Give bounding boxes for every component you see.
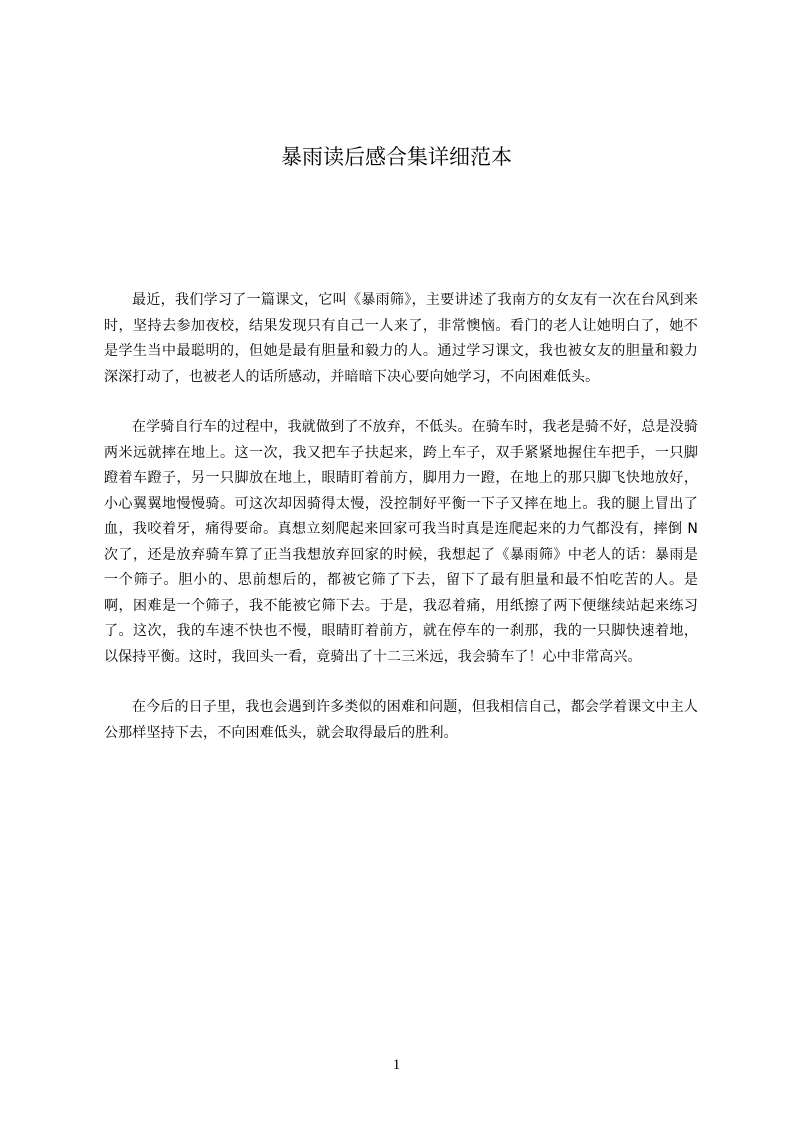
- paragraph-1: 最近，我们学习了一篇课文，它叫《暴雨筛》，主要讲述了我南方的女友有一次在台风到来时，坚持去参加夜校，结果发现只有自己一人来了，非常懊恼。看门的老人让她明白了，她不是学生当中最聪明的，但她是最有胆量和毅力的人。通过学习课文，我也被女友的胆量和毅力深深打动了，也被老人的话所感动，并暗暗下决心要向她学习，不向困难低头。: [104, 292, 698, 385]
- paragraph-2: 在学骑自行车的过程中，我就做到了不放弃，不低头。在骑车时，我老是骑不好，总是没骑两米远就摔在地上。这一次，我又把车子扶起来，跨上车子，双手紧紧地握住车把手，一只脚蹬着车蹬子，另一只脚放在地上，眼睛盯着前方，脚用力一蹬，在地上的那只脚飞快地放好，小心翼翼地慢慢骑。可这次却因骑得太慢，没控制好平衡一下子又摔在地上。我的腿上冒出了血，我咬着牙，痛得要命。真想立刻爬起来回家可我当时真是连爬起来的力气都没有，摔倒 N 次了，还是放弃骑车算了正当我想放弃回家的时候，我想起了《暴雨筛》中老人的话：暴雨是一个筛子。胆小的、思前想后的，都被它筛了下去，留下了最有胆量和最不怕吃苦的人。是啊，困难是一个筛子，我不能被它筛下去。于是，我忍着痛，用纸擦了两下便继续站起来练习了。这次，我的车速不快也不慢，眼睛盯着前方，就在停车的一刹那，我的一只脚快速着地，以保持平衡。这时，我回头一看，竟骑出了十二三米远，我会骑车了！心中非常高兴。: [104, 419, 698, 665]
- document-title: 暴雨读后感合集详细范本: [281, 145, 512, 169]
- page-number: 1: [392, 1057, 401, 1073]
- document-body: [104, 288, 698, 771]
- paragraph-3: 在今后的日子里，我也会遇到许多类似的困难和问题，但我相信自己，都会学着课文中主人公那样坚持下去，不向困难低头，就会取得最后的胜利。: [104, 699, 698, 741]
